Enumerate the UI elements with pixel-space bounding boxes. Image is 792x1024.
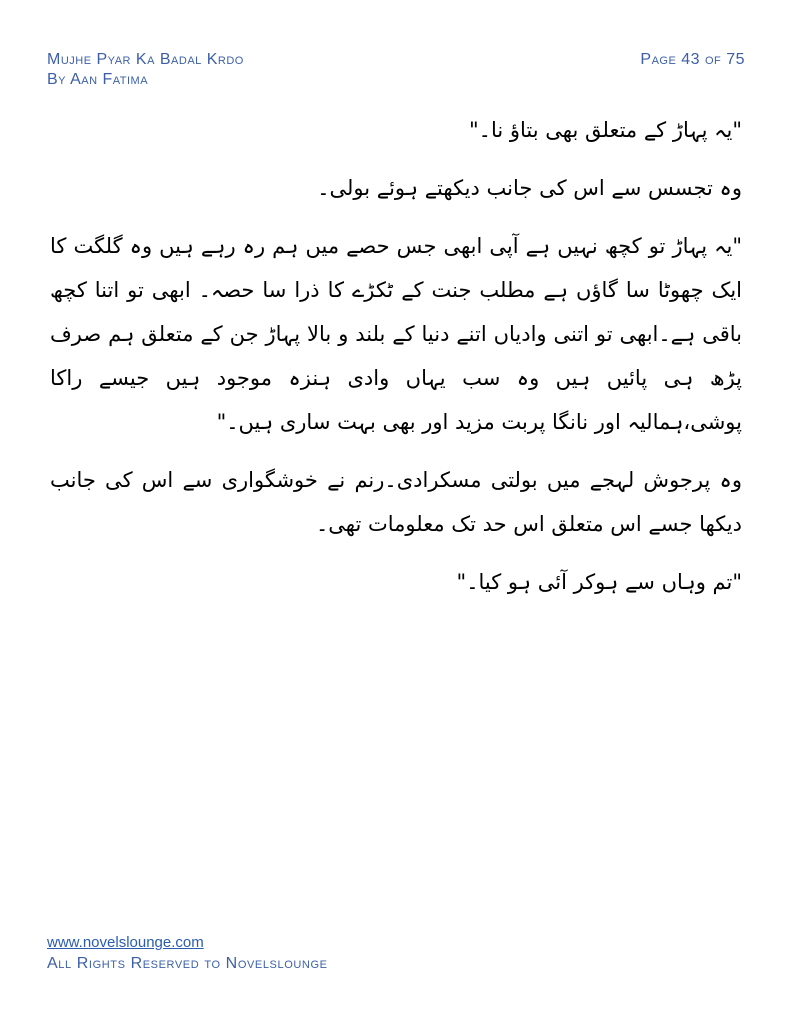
document-header-left xyxy=(47,50,244,90)
novel-title: Mujhe Pyar Ka Badal Krdo xyxy=(47,51,244,68)
paragraph-3: "یہ پہاڑ تو کچھ نہیں ہے آپی ابھی جس حصے میں ہم رہ رہے ہیں وہ گلگت کا ایک چھوٹا سا گاؤں ہے مطلب جنت کے ٹکڑے کا ذرا سا حصہ۔ ابھی تو اتنا کچھ باقی ہے۔ابھی تو اتنی وادیاں اتنے دنیا کے بلند و بالا پہاڑ جن کے متعلق ہم صرف پڑھ ہی پائیں ہیں وہ سب یہاں وادی ہنزہ موجود ہیں جیسے راکا پوشی،ہمالیہ اور نانگا پربت مزید اور بھی بہت ساری ہیں۔" xyxy=(50,234,742,434)
paragraph-2: وہ تجسس سے اس کی جانب دیکھتے ہوئے بولی۔ xyxy=(317,176,742,200)
page-number: Page 43 of 75 xyxy=(640,51,745,68)
author-name: By Aan Fatima xyxy=(47,71,149,88)
paragraph-5: "تم وہاں سے ہوکر آئی ہو کیا۔" xyxy=(456,570,742,594)
paragraph-1: "یہ پہاڑ کے متعلق بھی بتاؤ نا۔" xyxy=(469,118,742,142)
paragraph-4: وہ پرجوش لہجے میں بولتی مسکرادی۔رنم نے خوشگواری سے اس کی جانب دیکھا جسے اس متعلق اس حد تک معلومات تھی۔ xyxy=(50,468,742,536)
document-footer xyxy=(47,933,328,975)
document-body xyxy=(50,108,742,618)
rights-notice: All Rights Reserved to Novelslounge xyxy=(47,955,328,972)
website-link[interactable]: www.novelslounge.com xyxy=(47,934,204,951)
